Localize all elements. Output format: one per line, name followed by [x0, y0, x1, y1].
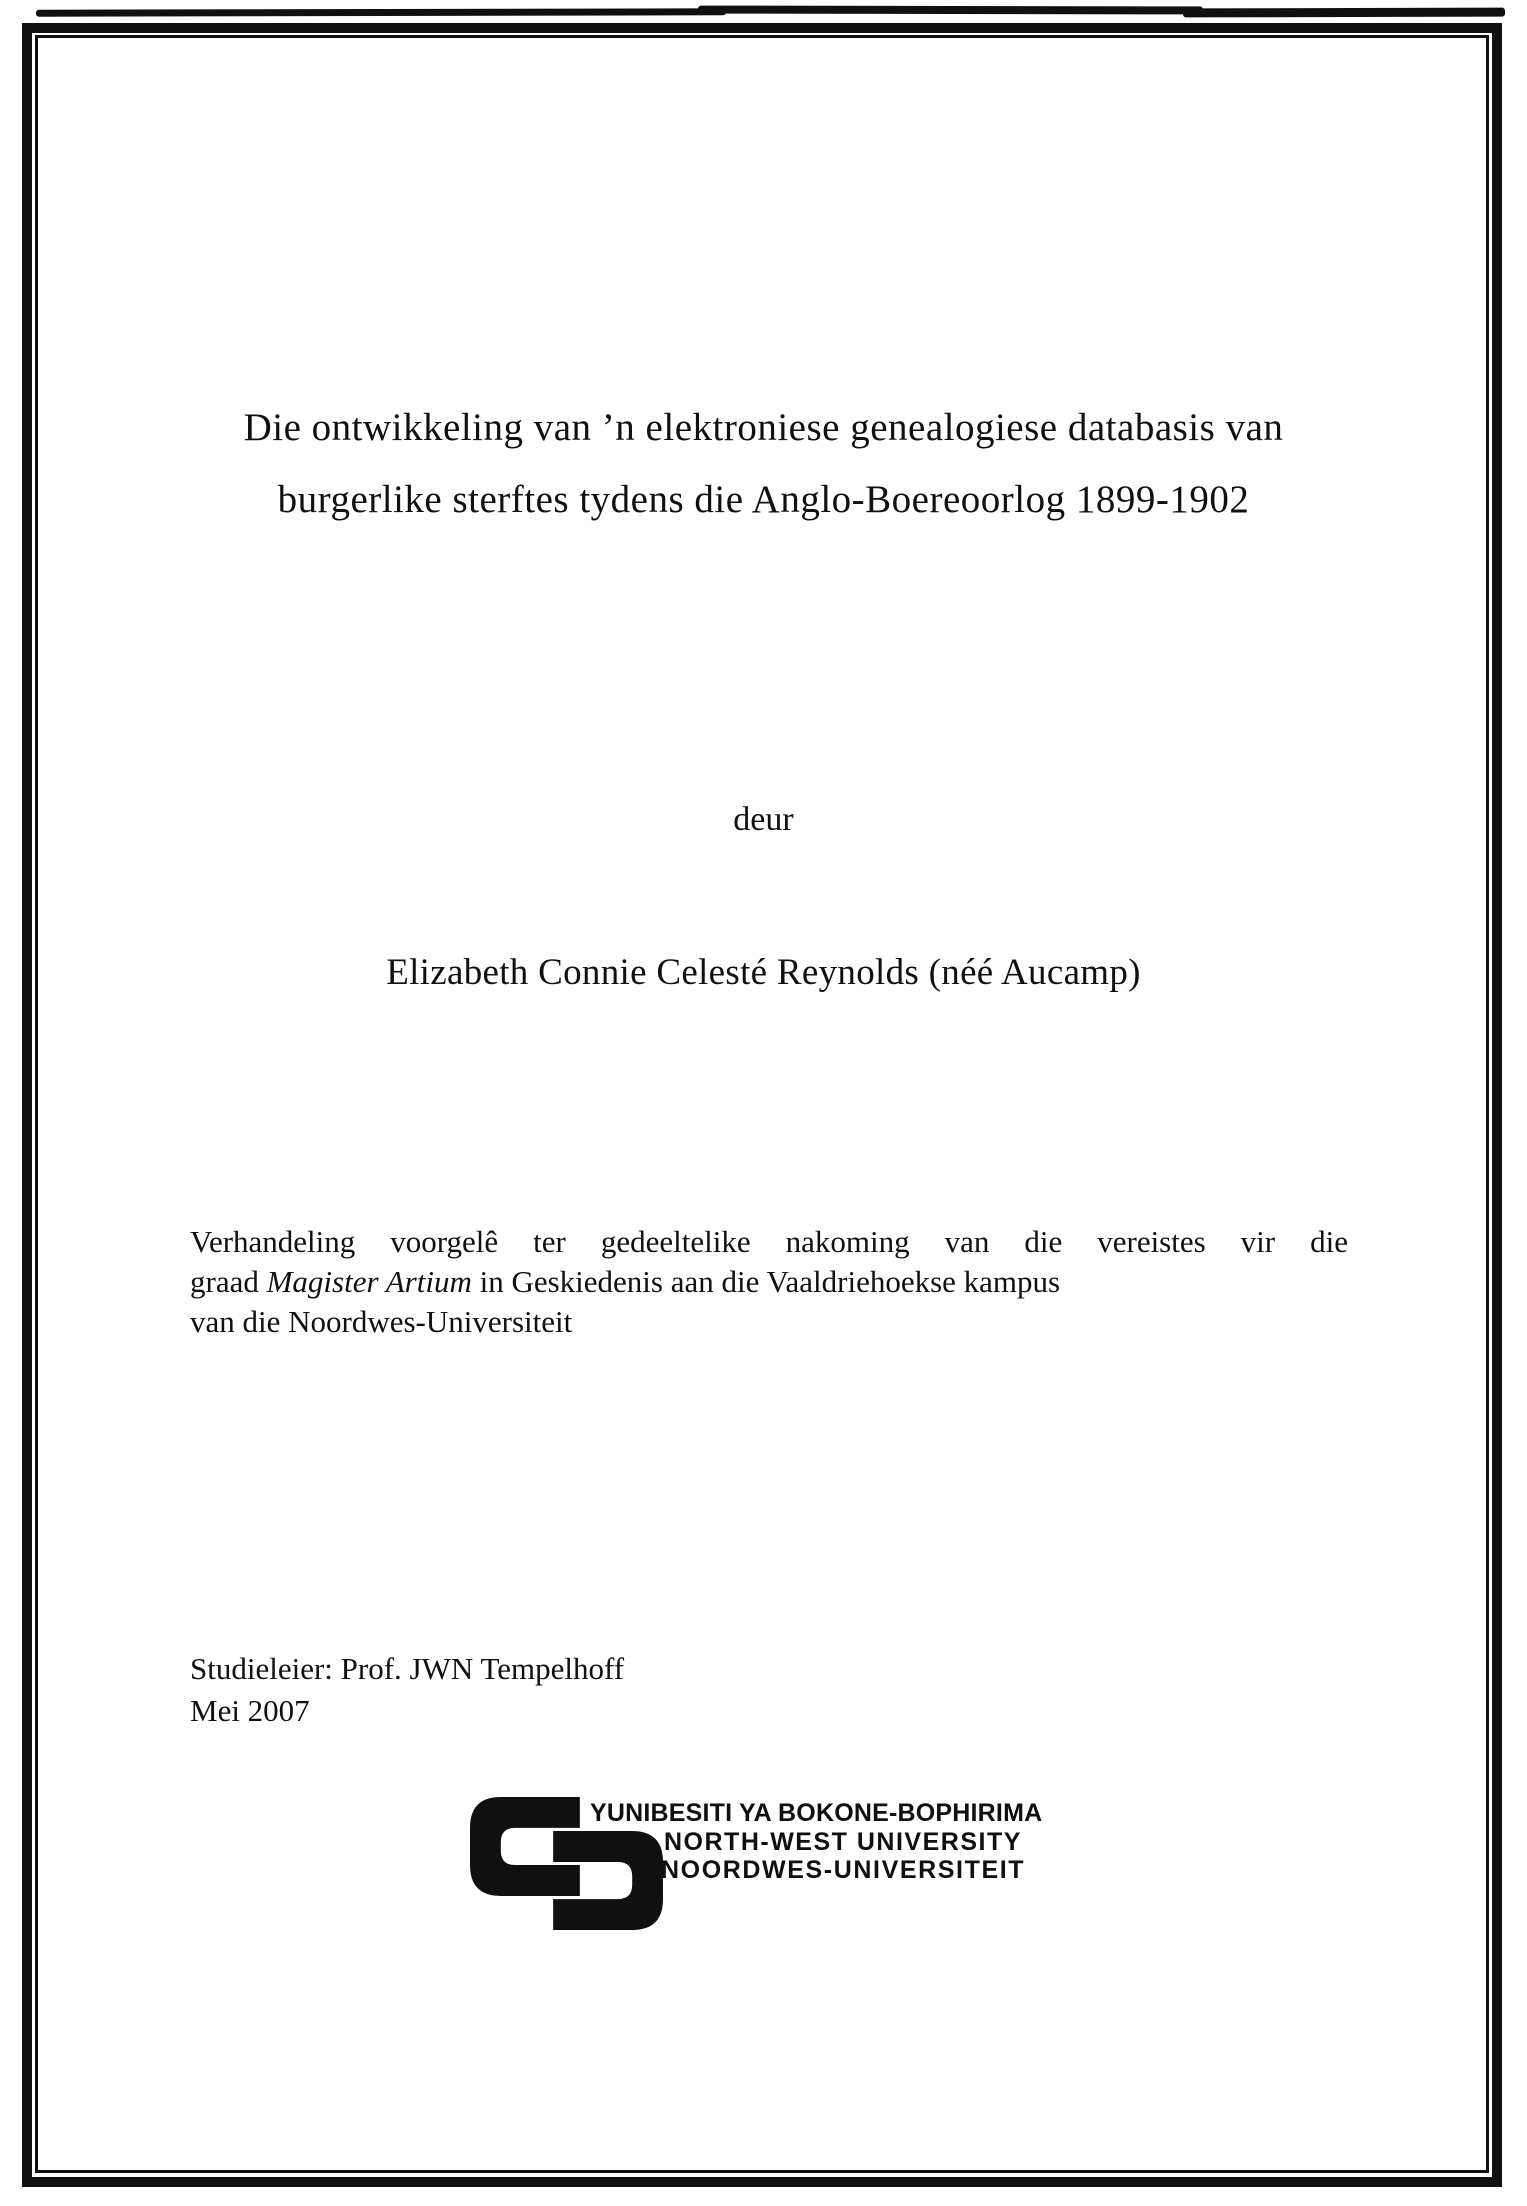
scan-artifact-top-left [36, 8, 726, 16]
title-line-1: Die ontwikkeling van ’n elektroniese genealogiese databasis van [243, 406, 1284, 449]
logo-text-line-3: NOORDWES-UNIVERSITEIT [661, 1856, 1026, 1884]
submission-line-2-prefix: graad [190, 1264, 267, 1299]
submission-line-2 [190, 1262, 1348, 1302]
submission-line-2-suffix: in Geskiedenis aan die Vaaldriehoekse kampus [471, 1264, 1061, 1299]
logo-text-line-2: NORTH-WEST UNIVERSITY [664, 1828, 1022, 1856]
supervisor-line: Studieleier: Prof. JWN Tempelhoff [190, 1651, 625, 1686]
submission-line-1: Verhandeling voorgelê ter gedeeltelike nakoming van die vereistes vir die [190, 1224, 1348, 1259]
submission-statement [190, 1222, 1348, 1342]
thesis-title [60, 392, 1467, 536]
date-line: Mei 2007 [190, 1693, 310, 1728]
scan-artifact-top-middle [698, 6, 1203, 15]
author-name: Elizabeth Connie Celesté Reynolds (néé Aucamp) [386, 952, 1141, 993]
submission-line-3: van die Noordwes-Universiteit [190, 1304, 573, 1339]
degree-name-italic: Magister Artium [266, 1264, 472, 1299]
supervisor-block [190, 1648, 624, 1732]
scan-artifact-top-right [1183, 8, 1505, 18]
logo-text-line-1: YUNIBESITI YA BOKONE-BOPHIRIMA [590, 1799, 1043, 1827]
title-line-2: burgerlike sterftes tydens die Anglo-Boereoorlog 1899-1902 [277, 478, 1250, 521]
byline: deur [733, 801, 794, 838]
